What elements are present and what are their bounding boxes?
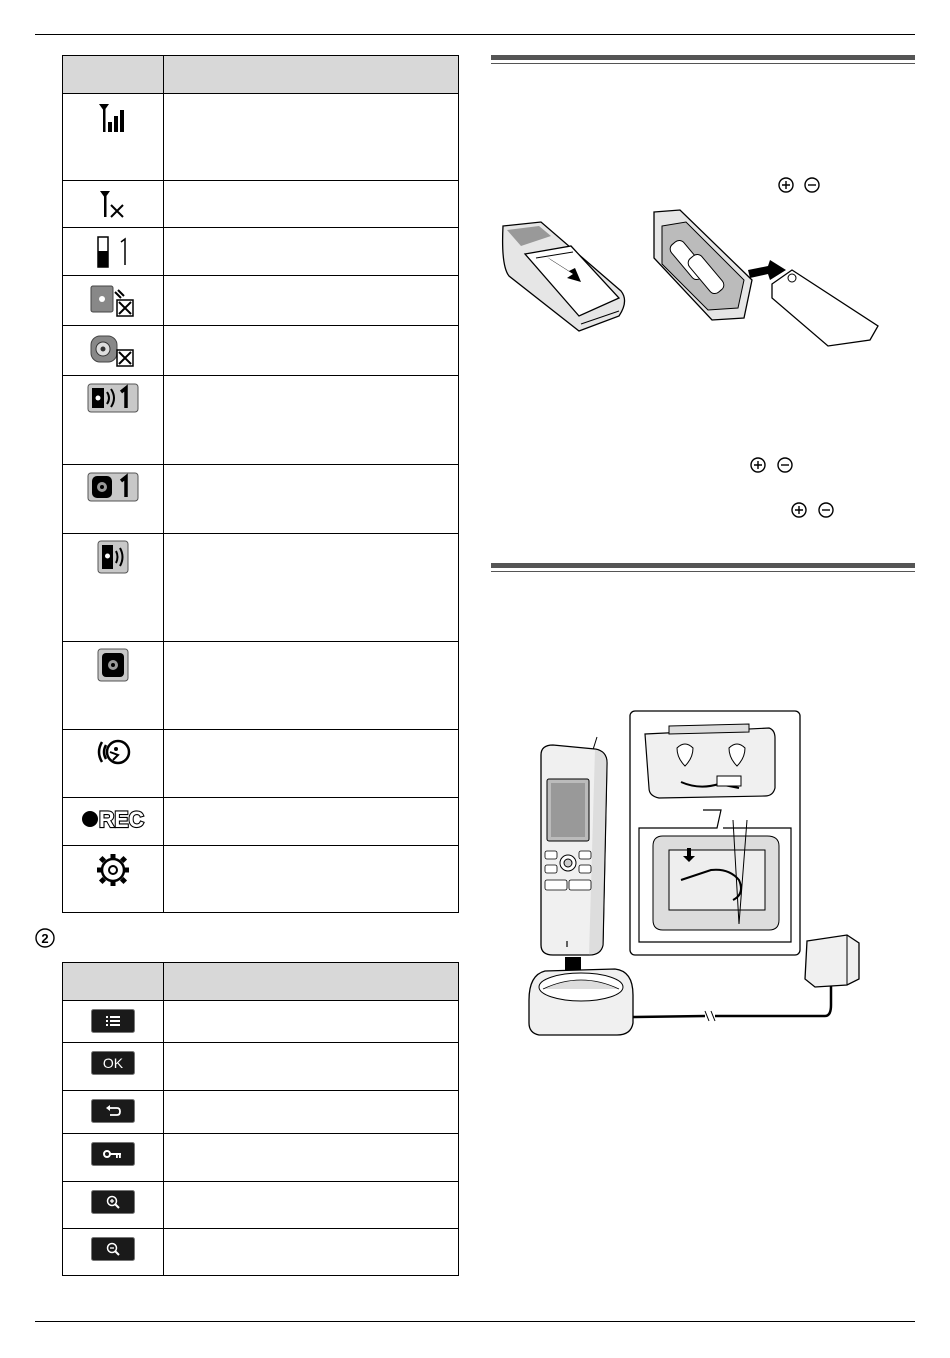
table-row xyxy=(63,1182,459,1229)
status-icon-table xyxy=(62,55,459,913)
table-row xyxy=(63,276,459,326)
table-row xyxy=(63,642,459,730)
doorphone-icon xyxy=(97,561,129,578)
table-row xyxy=(63,376,459,465)
back-arrow-icon xyxy=(91,1110,135,1127)
battery-plus-icon xyxy=(789,500,809,520)
table-row xyxy=(63,846,459,913)
key-lock-icon xyxy=(91,1153,135,1170)
speakerphone-talk-icon xyxy=(93,755,133,772)
signal-strength-icon xyxy=(95,123,131,140)
section-heading-bar-charger xyxy=(491,563,915,568)
handset-number-icon xyxy=(93,257,133,274)
section-marker xyxy=(35,928,55,948)
table-row xyxy=(63,534,459,642)
camera-1-active-icon xyxy=(87,490,139,507)
table-header-row xyxy=(63,963,459,1001)
table-header-row xyxy=(63,56,459,94)
table-row xyxy=(63,465,459,534)
recording-icon xyxy=(80,807,146,838)
handset-battery-cover-removal xyxy=(501,216,631,341)
section-heading-rule-charger xyxy=(491,571,915,572)
doorphone-not-registered-icon xyxy=(89,307,137,324)
table-row xyxy=(63,1229,459,1276)
charger-wall-mount-cord-routing xyxy=(629,710,801,961)
rec-label: REC xyxy=(99,807,145,832)
handset-battery-insertion xyxy=(652,208,884,355)
header-icon-col xyxy=(63,56,164,94)
settings-gear-icon xyxy=(95,875,131,892)
table-row xyxy=(63,1043,459,1091)
table-row xyxy=(63,1134,459,1182)
section-heading-bar-battery xyxy=(491,55,915,60)
battery-plus-icon xyxy=(748,455,768,475)
battery-minus-icon xyxy=(802,175,822,195)
battery-plus-icon xyxy=(776,175,796,195)
bottom-rule xyxy=(35,1321,915,1322)
battery-minus-icon xyxy=(775,455,795,475)
out-of-range-icon xyxy=(96,208,130,225)
header-icon-col xyxy=(63,963,164,1001)
doorphone-1-active-icon xyxy=(87,401,139,418)
table-row xyxy=(63,1091,459,1134)
camera-icon xyxy=(97,669,129,686)
header-meaning-col xyxy=(164,963,459,1001)
header-meaning-col xyxy=(164,56,459,94)
table-row xyxy=(63,228,459,276)
top-rule xyxy=(35,34,915,35)
table-row xyxy=(63,730,459,798)
zoom-out-icon xyxy=(91,1248,135,1265)
table-row xyxy=(63,181,459,228)
operation-icon-table xyxy=(62,962,459,1276)
table-row xyxy=(63,94,459,181)
zoom-in-icon xyxy=(91,1201,135,1218)
battery-minus-icon xyxy=(816,500,836,520)
table-row xyxy=(63,798,459,846)
section-heading-rule-battery xyxy=(491,63,915,64)
ok-button-icon xyxy=(91,1055,135,1079)
menu-list-icon xyxy=(91,1020,135,1037)
table-row xyxy=(63,1001,459,1043)
table-row xyxy=(63,326,459,376)
ok-label: OK xyxy=(102,1055,124,1071)
camera-not-registered-icon xyxy=(89,357,137,374)
section-marker-label: 2 xyxy=(41,931,49,946)
